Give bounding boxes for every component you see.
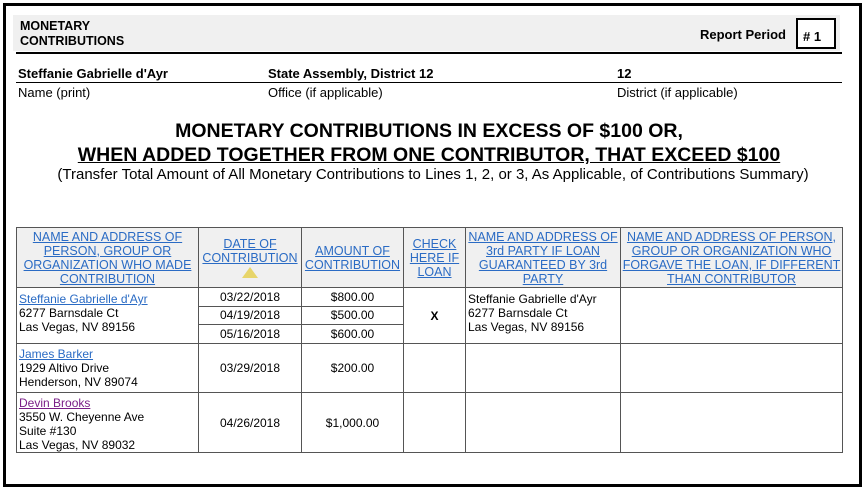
report-period-label: Report Period <box>700 27 786 42</box>
form-title: MONETARY CONTRIBUTIONS <box>20 19 125 48</box>
form-header <box>13 15 840 51</box>
column-header-forgiver[interactable]: NAME AND ADDRESS OF PERSON, GROUP OR ORGANIZATION WHO FORGAVE THE LOAN, IF DIFFERENT THAN CONTRIBUTOR <box>621 228 843 288</box>
sort-arrow-icon[interactable] <box>242 267 258 278</box>
date-cell: 03/22/2018 04/19/2018 05/16/2018 <box>199 288 302 344</box>
filer-district-label: District (if applicable) <box>617 85 738 100</box>
table-row <box>17 393 843 453</box>
contributor-cell: Steffanie Gabrielle d'Ayr 6277 Barnsdale Ct Las Vegas, NV 89156 <box>17 288 199 344</box>
filer-office-label: Office (if applicable) <box>268 85 383 100</box>
section-heading-line1: MONETARY CONTRIBUTIONS IN EXCESS OF $100 OR, <box>175 120 683 142</box>
date-cell: 03/29/2018 <box>199 344 302 393</box>
table-row <box>17 344 843 393</box>
contributions-table <box>16 227 843 453</box>
filer-office: State Assembly, District 12 <box>268 66 434 81</box>
loan-check-cell[interactable] <box>404 344 466 393</box>
column-header-amount[interactable]: AMOUNT OF CONTRIBUTION <box>302 228 404 288</box>
report-period-value: # 1 <box>796 18 836 49</box>
filer-name-label: Name (print) <box>18 85 91 100</box>
third-party-cell: Steffanie Gabrielle d'Ayr 6277 Barnsdale Ct Las Vegas, NV 89156 <box>466 288 621 344</box>
filer-district: 12 <box>617 66 632 81</box>
column-header-date[interactable]: DATE OF CONTRIBUTION <box>199 228 302 288</box>
section-subtext: (Transfer Total Amount of All Monetary Contributions to Lines 1, 2, or 3, As Applicable, of Contributions Summary) <box>57 166 809 183</box>
forgiver-cell <box>621 393 843 453</box>
forgiver-cell <box>621 344 843 393</box>
contributor-name-link[interactable]: Steffanie Gabrielle d'Ayr <box>19 292 148 306</box>
column-header-contributor[interactable]: NAME AND ADDRESS OF PERSON, GROUP OR ORGANIZATION WHO MADE CONTRIBUTION <box>17 228 199 288</box>
contributor-cell: James Barker 1929 Altivo Drive Henderson, NV 89074 <box>17 344 199 393</box>
column-header-third-party[interactable]: NAME AND ADDRESS OF 3rd PARTY IF LOAN GUARANTEED BY 3rd PARTY <box>466 228 621 288</box>
loan-check-cell[interactable] <box>404 393 466 453</box>
date-cell: 04/26/2018 <box>199 393 302 453</box>
amount-cell: $1,000.00 <box>302 393 404 453</box>
divider <box>16 52 842 54</box>
contributor-name-link[interactable]: James Barker <box>19 347 94 361</box>
amount-cell: $200.00 <box>302 344 404 393</box>
contributor-name-link[interactable]: Devin Brooks <box>19 396 91 410</box>
third-party-cell <box>466 344 621 393</box>
section-heading-line2: WHEN ADDED TOGETHER FROM ONE CONTRIBUTOR, THAT EXCEED $100 <box>77 144 781 166</box>
forgiver-cell <box>621 288 843 344</box>
divider <box>16 82 842 83</box>
column-header-loan[interactable]: CHECK HERE IF LOAN <box>404 228 466 288</box>
filer-name: Steffanie Gabrielle d'Ayr <box>18 66 168 81</box>
third-party-cell <box>466 393 621 453</box>
contributor-cell: Devin Brooks 3550 W. Cheyenne Ave Suite #130 Las Vegas, NV 89032 <box>17 393 199 453</box>
table-row <box>17 288 843 344</box>
loan-check-cell[interactable]: X <box>404 288 466 344</box>
table-header-row <box>17 228 843 288</box>
amount-cell: $800.00 $500.00 $600.00 <box>302 288 404 344</box>
